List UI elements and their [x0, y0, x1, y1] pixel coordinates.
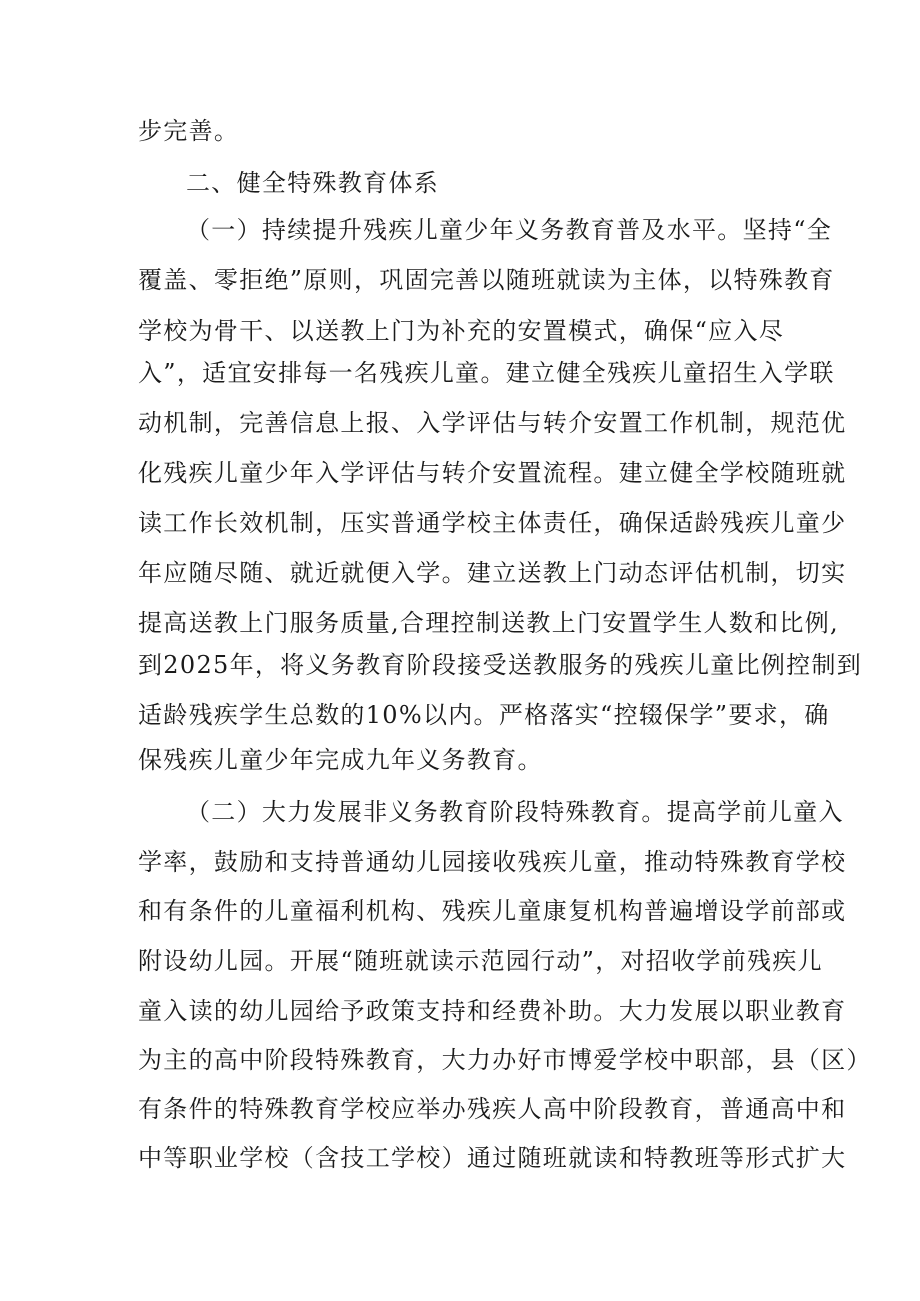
paragraph-1-line: 年应随尽随、就近就便入学。建立送教上门动态评估机制，切实 [138, 559, 847, 587]
paragraph-2-line: 和有条件的儿童福利机构、残疾儿童康复机构普遍增设学前部或 [138, 897, 847, 925]
paragraph-1-line: 到2025年，将义务教育阶段接受送教服务的残疾儿童比例控制到 [138, 651, 863, 679]
paragraph-2-line: 童入读的幼儿园给予政策支持和经费补助。大力发展以职业教育 [138, 997, 847, 1025]
paragraph-2-line: 中等职业学校（含技工学校）通过随班就读和特教班等形式扩大 [138, 1144, 847, 1172]
paragraph-1-line: 适龄残疾学生总数的10%以内。严格落实“控辍保学”要求，确 [138, 701, 830, 729]
paragraph-2-line: 为主的高中阶段特殊教育，大力办好市博爱学校中职部，县（区） [138, 1046, 872, 1074]
paragraph-1-line: （一）持续提升残疾儿童少年义务教育普及水平。坚持“全 [186, 216, 833, 244]
paragraph-2-line: 有条件的特殊教育学校应举办残疾人高中阶段教育，普通高中和 [138, 1095, 847, 1123]
paragraph-1-line: 保残疾儿童少年完成九年义务教育。 [138, 746, 543, 774]
paragraph-2-line: 附设幼儿园。开展“随班就读示范园行动”，对招收学前残疾儿 [138, 947, 823, 975]
paragraph-1-line: 化残疾儿童少年入学评估与转介安置流程。建立健全学校随班就 [138, 459, 847, 487]
paragraph-1-line: 提高送教上门服务质量,合理控制送教上门安置学生人数和比例, [138, 609, 839, 637]
paragraph-1-line: 学校为骨干、以送教上门为补充的安置模式，确保“应入尽 [138, 317, 785, 345]
paragraph-1-line: 覆盖、零拒绝”原则，巩固完善以随班就读为主体，以特殊教育 [138, 266, 835, 294]
paragraph-2-line: （二）大力发展非义务教育阶段特殊教育。提高学前儿童入 [186, 798, 844, 826]
paragraph-1-line: 入”，适宜安排每一名残疾儿童。建立健全残疾儿童招生入学联 [138, 359, 835, 387]
paragraph-1-line: 读工作长效机制，压实普通学校主体责任，确保适龄残疾儿童少 [138, 509, 847, 537]
continuation-text: 步完善。 [138, 117, 240, 145]
paragraph-1-line: 动机制，完善信息上报、入学评估与转介安置工作机制，规范优 [138, 409, 847, 437]
paragraph-2-line: 学率，鼓励和支持普通幼儿园接收残疾儿童，推动特殊教育学校 [138, 848, 847, 876]
section-heading: 二、健全特殊教育体系 [186, 169, 439, 197]
